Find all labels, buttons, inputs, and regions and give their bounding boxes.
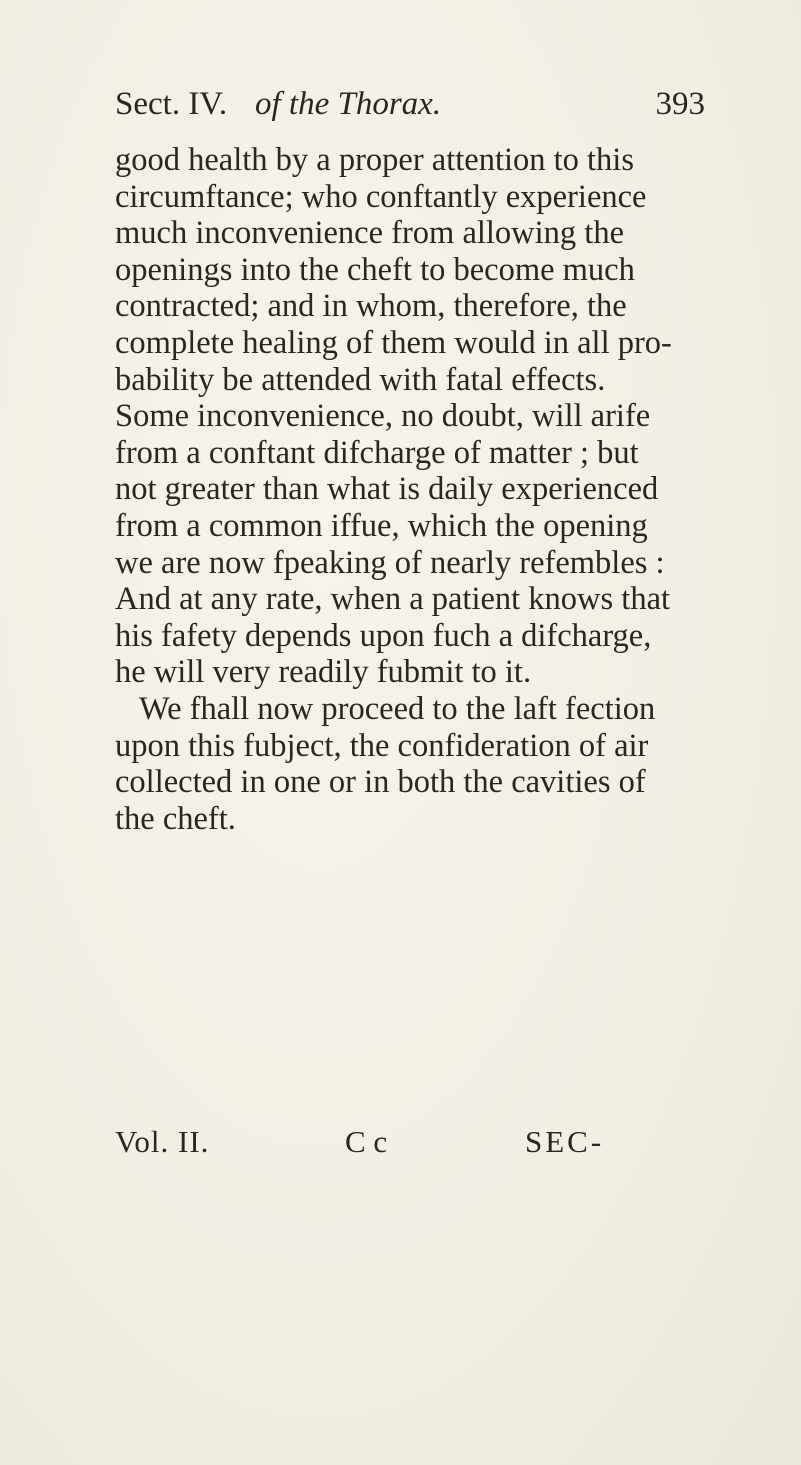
- signature-mark: C c: [345, 1124, 388, 1159]
- text-line: from a common iffue, which the opening: [115, 507, 648, 544]
- text-line: the cheft.: [115, 800, 236, 837]
- section-label: Sect. IV.: [115, 86, 228, 122]
- volume-label: Vol. II.: [115, 1124, 210, 1159]
- text-line: complete healing of them would in all pro-: [115, 324, 672, 361]
- text-line: from a conftant difcharge of matter ; but: [115, 434, 639, 471]
- text-line: much inconvenience from allowing the: [115, 215, 625, 252]
- text-line: Some inconvenience, no doubt, will arife: [115, 398, 651, 435]
- page-footer: [115, 1124, 675, 1168]
- body-text: [115, 142, 715, 837]
- text-line: we are now fpeaking of nearly refembles :: [115, 544, 665, 581]
- text-line: contracted; and in whom, therefore, the: [115, 288, 627, 325]
- text-line: he will very readily fubmit to it.: [115, 654, 532, 691]
- catchword: SEC-: [525, 1124, 605, 1159]
- text-line: not greater than what is daily experienced: [115, 471, 659, 508]
- text-line: good health by a proper attention to this: [115, 142, 634, 178]
- text-line: bability be attended with fatal effects.: [115, 361, 606, 398]
- text-line: his fafety depends upon fuch a difcharge,: [115, 617, 652, 654]
- page-number: 393: [655, 86, 705, 122]
- text-line: circumftance; who conftantly experience: [115, 178, 647, 215]
- text-line: collected in one or in both the cavities of: [115, 764, 646, 801]
- text-line-paragraph-start: We fhall now proceed to the laft fection: [139, 690, 656, 727]
- text-line: upon this fubject, the confideration of air: [115, 727, 649, 764]
- running-head: [115, 86, 705, 136]
- text-line: And at any rate, when a patient knows that: [115, 581, 671, 618]
- text-line: openings into the cheft to become much: [115, 251, 635, 288]
- running-title: of the Thorax.: [255, 86, 442, 122]
